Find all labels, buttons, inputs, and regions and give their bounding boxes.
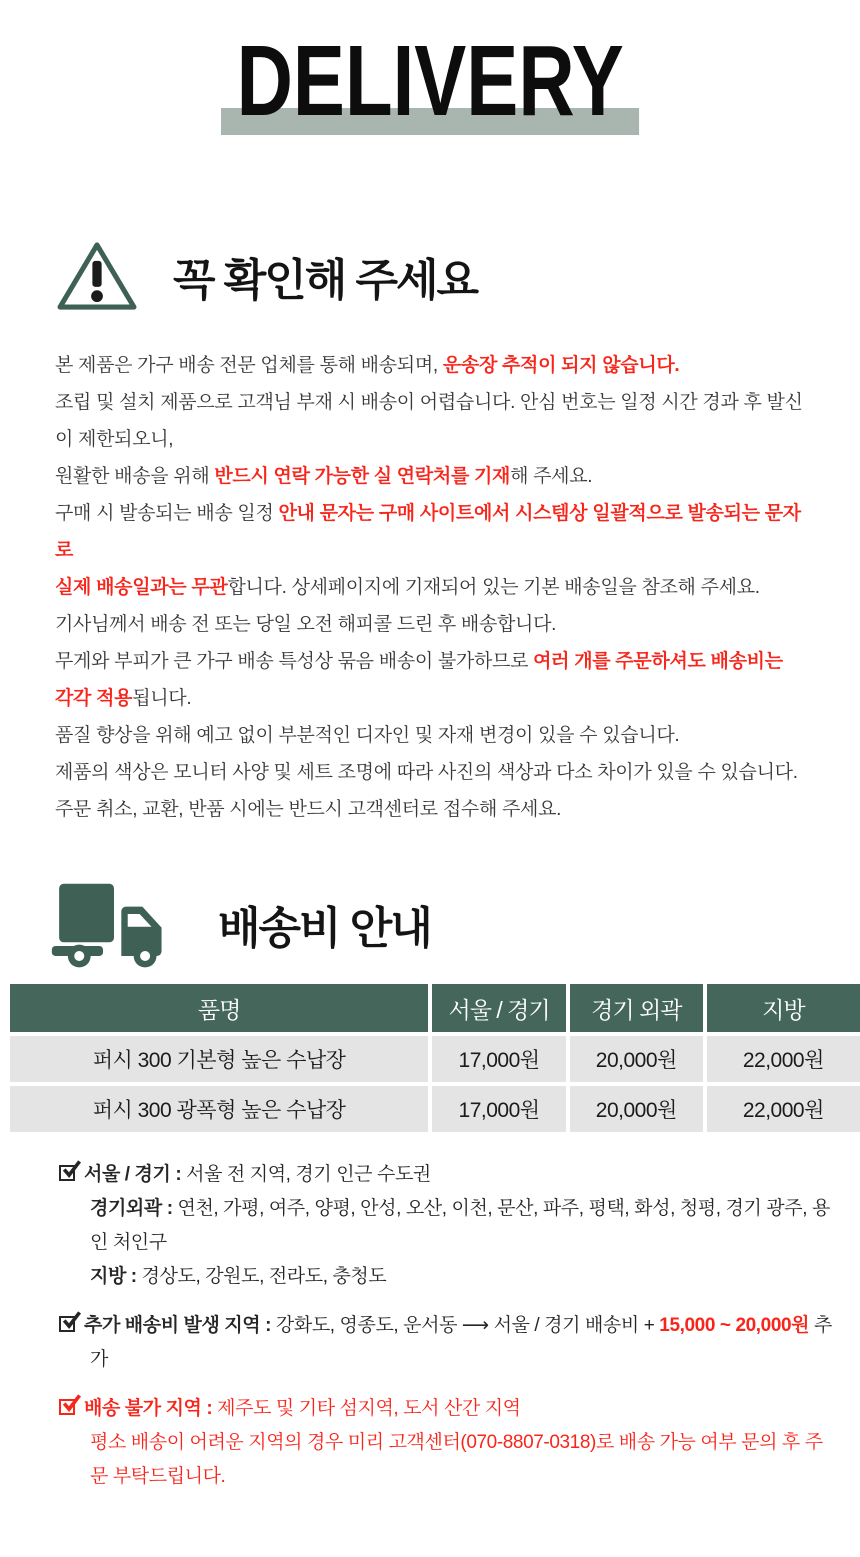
text-segment: 안내 문자는 구매 사이트에서 시스템상 일괄적으로 발송되는 문자로: [55, 503, 801, 561]
text-segment: 제품의 색상은 모니터 사양 및 세트 조명에 따라 사진의 색상과 다소 차이가 있을 수 있습니다.: [55, 762, 798, 783]
text-segment: 배송 불가 지역 :: [84, 1398, 218, 1419]
page-title: [0, 24, 860, 139]
fee-table-body: [10, 1032, 860, 1132]
notice-line: [55, 458, 805, 495]
text-segment: 여러 개를 주문하셔도 배송비는 각각 적용: [55, 651, 783, 709]
page-title-inner: [236, 24, 623, 139]
price-cell: 17,000원: [428, 1082, 566, 1132]
notice-line: [55, 717, 805, 754]
note-line: [90, 1192, 840, 1260]
text-segment: 구매 시 발송되는 배송 일정: [55, 503, 279, 524]
fee-table-header-cell: 경기 외곽: [566, 984, 703, 1032]
text-segment: 평소 배송이 어려운 지역의 경우 미리 고객센터(070-8807-0318)로 배송 가능 여부 문의 후 주문 부탁드립니다.: [90, 1432, 823, 1487]
product-name-cell: 퍼시 300 광폭형 높은 수납장: [10, 1082, 428, 1132]
text-segment: 지방 :: [90, 1266, 142, 1287]
shipping-heading: 배송비 안내: [218, 904, 431, 953]
text-segment: 추가: [90, 1315, 832, 1370]
notice-section: [0, 239, 860, 828]
truck-icon: [50, 878, 178, 970]
text-segment: 본 제품은 가구 배송 전문 업체를 통해 배송되며,: [55, 355, 443, 376]
notice-line: [55, 754, 805, 791]
text-segment: 제주도 및 기타 섬지역, 도서 산간 지역: [217, 1398, 521, 1419]
note-line: [90, 1426, 840, 1494]
fee-table-row: [10, 1032, 860, 1082]
product-name-cell: 퍼시 300 기본형 높은 수납장: [10, 1032, 428, 1082]
notice-line: [55, 643, 805, 717]
price-cell: 17,000원: [428, 1032, 566, 1082]
price-cell: 20,000원: [566, 1032, 703, 1082]
text-segment: 됩니다.: [132, 688, 192, 709]
notice-line: [55, 569, 805, 606]
page-title-text: DELIVERY: [236, 25, 624, 137]
text-segment: 서울 전 지역, 경기 인근 수도권: [186, 1164, 431, 1185]
notice-line: [55, 791, 805, 828]
text-segment: 경상도, 강원도, 전라도, 충청도: [141, 1266, 387, 1287]
shipping-notes: [57, 1158, 840, 1494]
text-segment: 경기외곽 :: [90, 1198, 178, 1219]
text-segment: 해 주세요.: [510, 466, 593, 487]
checkbox-icon: [59, 1165, 75, 1181]
note-line: [90, 1260, 840, 1294]
text-segment: 운송장 추적이 되지 않습니다.: [442, 355, 680, 376]
fee-table-header-cell: 지방: [703, 984, 860, 1032]
delivery-header: [0, 0, 860, 139]
note-line: [84, 1158, 840, 1192]
price-cell: 20,000원: [566, 1082, 703, 1132]
text-segment: 품질 향상을 위해 예고 없이 부분적인 디자인 및 자재 변경이 있을 수 있습니다.: [55, 725, 680, 746]
text-segment: 추가 배송비 발생 지역 :: [84, 1315, 276, 1336]
warning-triangle-icon: [55, 239, 139, 313]
text-segment: 주문 취소, 교환, 반품 시에는 반드시 고객센터로 접수해 주세요.: [55, 799, 562, 820]
shipping-fee-table: [10, 984, 860, 1132]
notice-line: [55, 495, 805, 569]
price-cell: 22,000원: [703, 1082, 860, 1132]
fee-table-header-row: [10, 984, 860, 1032]
shipping-note: [57, 1158, 840, 1294]
checkbox-icon: [59, 1399, 75, 1415]
text-segment: 무게와 부피가 큰 가구 배송 특성상 묶음 배송이 불가하므로: [55, 651, 534, 672]
text-segment: 기사님께서 배송 전 또는 당일 오전 해피콜 드린 후 배송합니다.: [55, 614, 557, 635]
shipping-note: [57, 1392, 840, 1494]
text-segment: 원활한 배송을 위해: [55, 466, 215, 487]
shipping-fee-section: [0, 878, 860, 1494]
fee-table-row: [10, 1082, 860, 1132]
notice-heading: 꼭 확인해 주세요: [173, 256, 477, 305]
text-segment: 실제 배송일과는 무관: [55, 577, 228, 598]
fee-table-header-cell: 서울 / 경기: [428, 984, 566, 1032]
text-segment: 서울 / 경기 :: [84, 1164, 187, 1185]
shipping-section-heading-row: [50, 878, 860, 970]
price-cell: 22,000원: [703, 1032, 860, 1082]
text-segment: 강화도, 영종도, 운서동 ⟶ 서울 / 경기 배송비 +: [275, 1315, 660, 1336]
text-segment: 반드시 연락 가능한 실 연락처를 기재: [214, 466, 511, 487]
notice-line: [55, 347, 805, 384]
text-segment: 조립 및 설치 제품으로 고객님 부재 시 배송이 어렵습니다. 안심 번호는 일정 시간 경과 후 발신이 제한되오니,: [55, 392, 803, 450]
note-line: [84, 1392, 840, 1426]
shipping-note: [57, 1309, 840, 1377]
notice-lines: [55, 347, 805, 828]
notice-section-heading-row: [55, 239, 860, 313]
checkbox-icon: [59, 1316, 75, 1332]
note-line: [84, 1309, 840, 1377]
notice-line: [55, 606, 805, 643]
text-segment: 15,000 ~ 20,000원: [659, 1315, 810, 1336]
text-segment: 연천, 가평, 여주, 양평, 안성, 오산, 이천, 문산, 파주, 평택, 화성, 청평, 경기 광주, 용인 처인구: [90, 1198, 830, 1253]
text-segment: 합니다. 상세페이지에 기재되어 있는 기본 배송일을 참조해 주세요.: [227, 577, 760, 598]
notice-line: [55, 384, 805, 458]
fee-table-header-cell: 품명: [10, 984, 428, 1032]
